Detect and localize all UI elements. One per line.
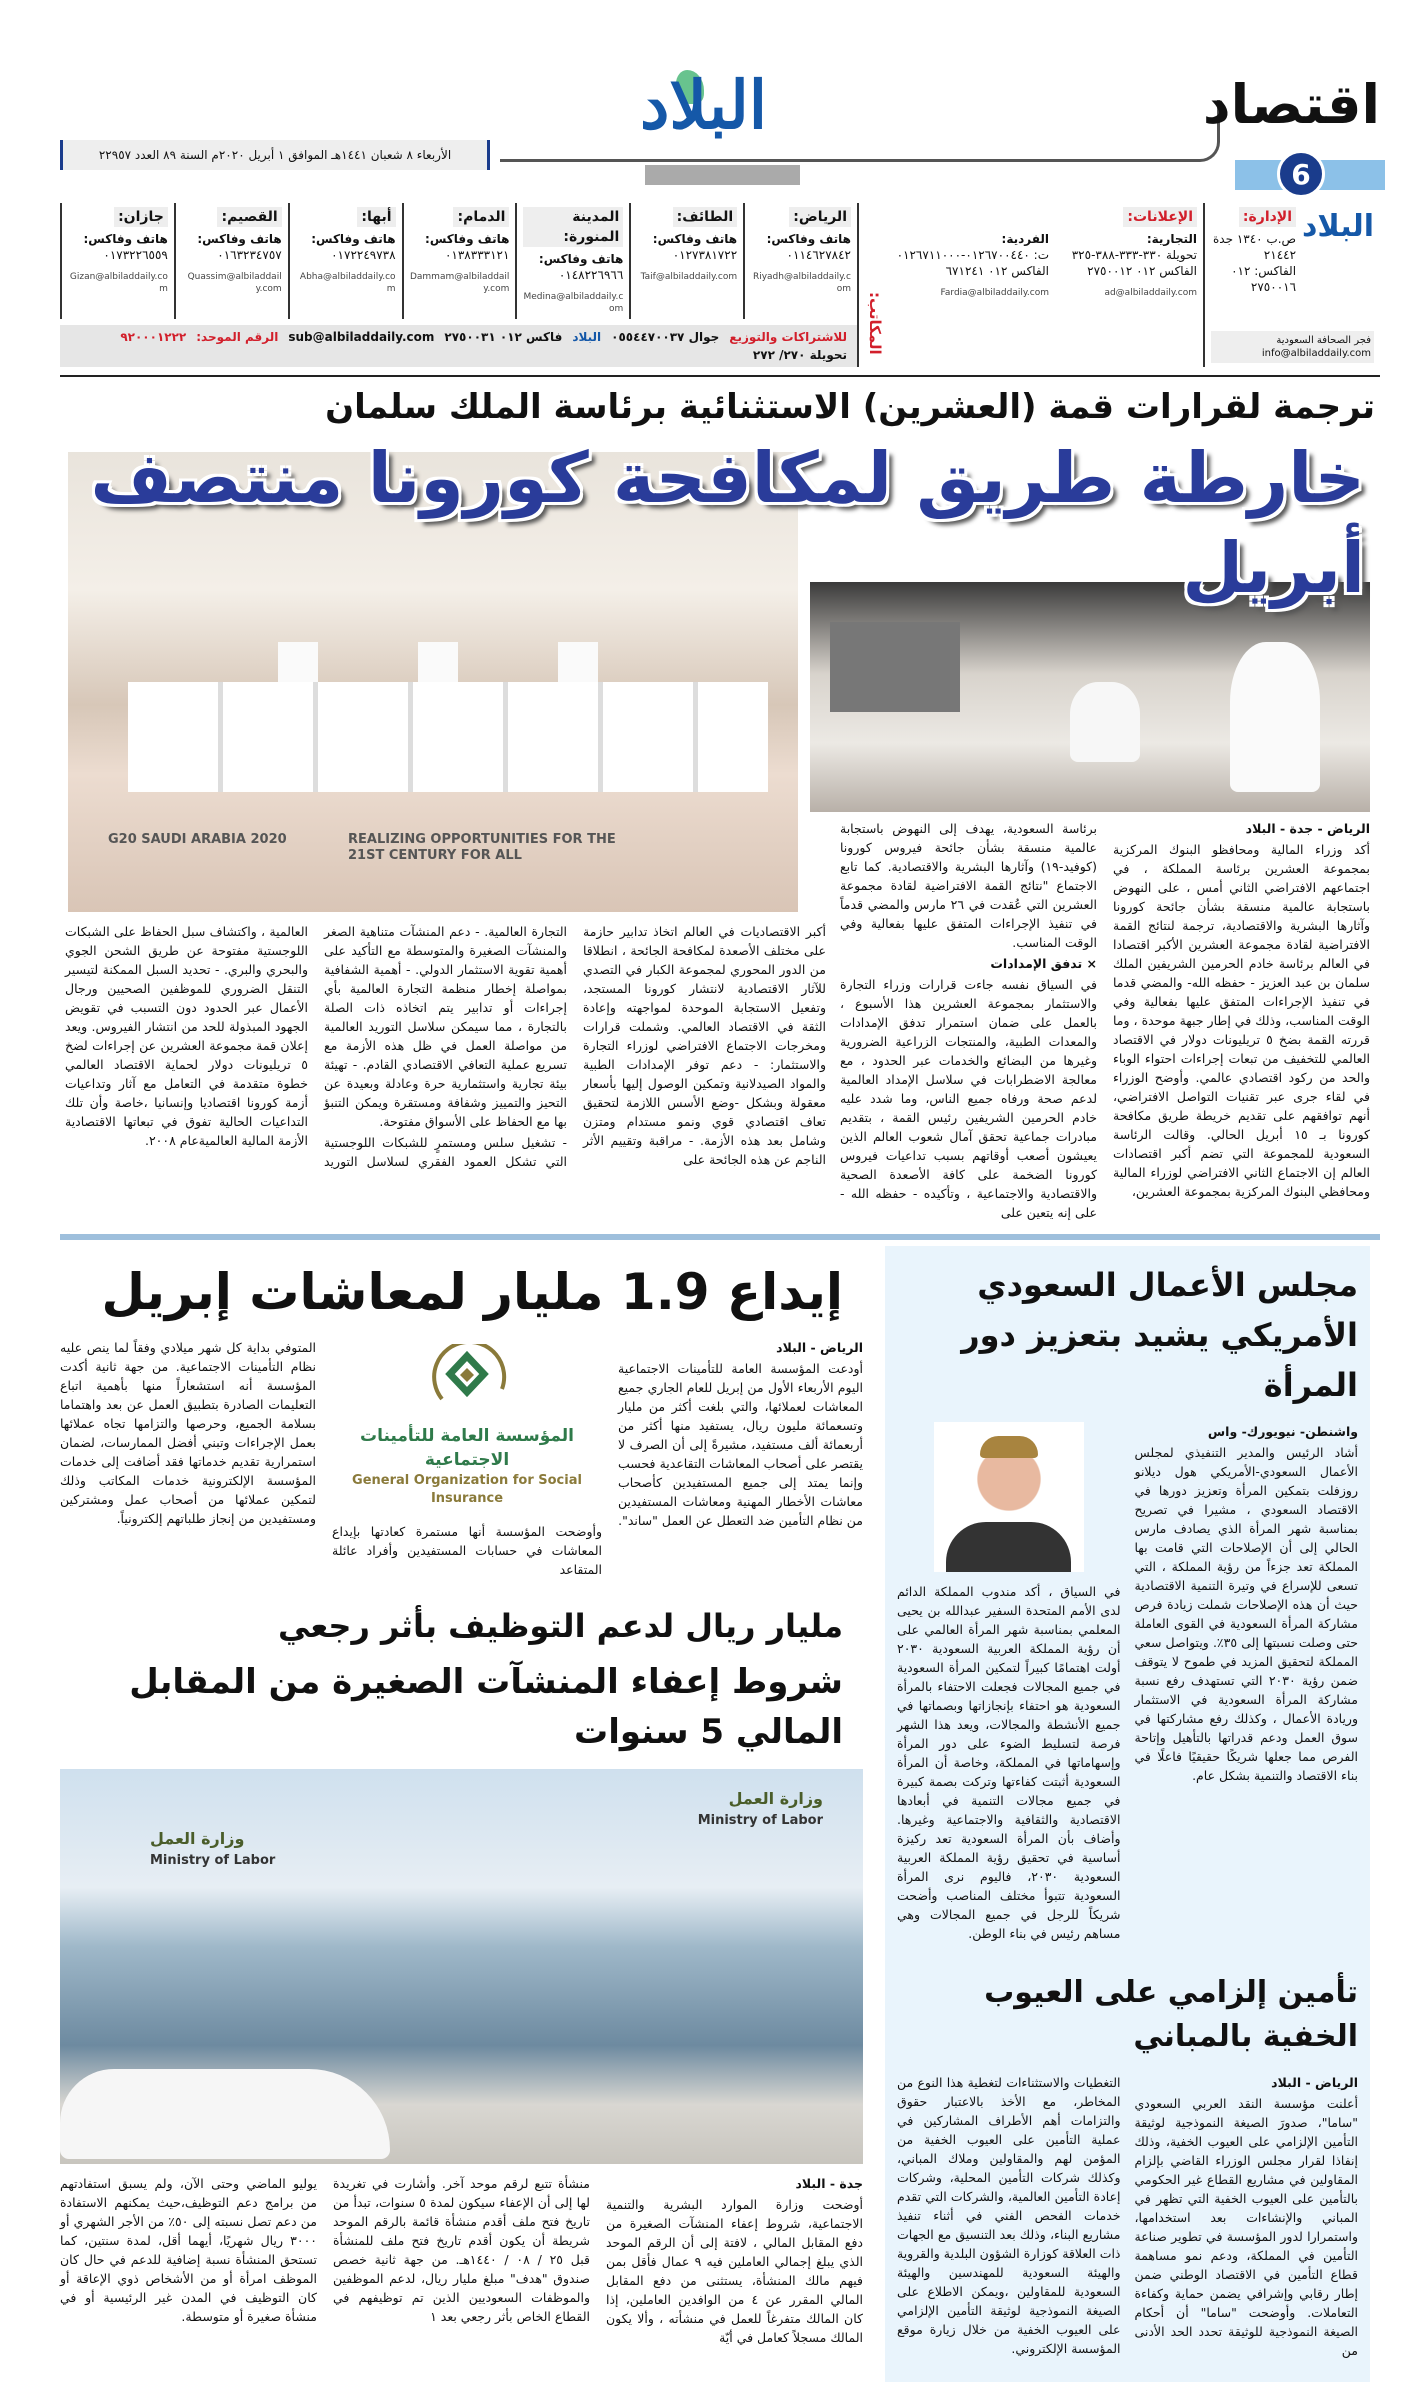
office-phone: ٠١٧٢٢٤٩٧٣٨ <box>331 248 396 262</box>
gosi-name-ar: المؤسسة العامة للتأمينات الاجتماعية <box>360 1426 574 1470</box>
office-contact <box>60 203 174 319</box>
admin-label: الإدارة: <box>1239 207 1296 227</box>
pensions-col-2 <box>332 1522 602 1579</box>
article-text: أوضحت وزارة الموارد البشرية والتنمية الاجتماعية، شروط إعفاء المنشآت الصغيرة من دفع المقابل المالي ، لافتة إلى أن الرقم الموحد الذي يبلغ إجمالي العاملين فيه ٩ عمال فأقل بمن فيهم مالك المنشأة، يستثنى من دفع المقابل المالي المقرر عن ٤ من الوافدين العاملين، إذا كان المالك متفرغاً للعمل في منشأته ، وألا يكون المالك مسجلاً كعامل في أيّة <box>606 2197 864 2345</box>
photo-caption-g20: G20 SAUDI ARABIA 2020 <box>108 832 287 847</box>
exemption-headline: شروط إعفاء المنشآت الصغيرة من المقابل المالي 5 سنوات <box>129 1662 843 1752</box>
left-stories <box>60 1246 863 2349</box>
office-phone-label: هاتف وفاكس: <box>311 232 396 246</box>
exemption-col-2 <box>333 2174 590 2328</box>
ministers-video-call-photo <box>810 582 1370 812</box>
article-text: في السياق ، أكد مندوب المملكة الدائم لدى الأمم المتحدة السفير عبدالله بن يحيى المعلمي بمناسبة شهر المرأة العالمي على أن رؤية المملكة العربية السعودية ٢٠٣٠ أولت اهتمامًا كبيراً لتمكين المرأة السعودية في جميع المجالات فجعلت الاحتفاء بالمرأة السعودية هو احتفاء بإنجازاتها وبصماتها في جميع الأنشطة والمجالات، ويعد هذا الشهر فرصة لتسليط الضوء على دور المرأة وإسهاماتها في المملكة، وخاصة أن المرأة السعودية أثبتت كفاءتها وتركت بصمة كبيرة في جميع مجالات التنمية في أبعادها الاقتصادية والثقافية والاجتماعية وغيرها. وأضاف بأن المرأة السعودية تعد ركيزة أساسية في تحقيق رؤية المملكة العربية السعودية ٢٠٣٠، فاليوم نرى المرأة السعودية تتبوأ مختلف المناصب وأضحت شريكاً للرجل في جميع المجالات وهي مساهم رئيس في بناء الوطن. <box>897 1584 1121 1941</box>
office-city: القصيم: <box>217 207 281 227</box>
pensions-col-1 <box>618 1338 863 1532</box>
offices-area <box>60 203 859 367</box>
office-email[interactable]: Dammam@albiladdaily.com <box>409 272 510 294</box>
subs-fax: فاكس ٠١٢ ٢٧٥٠٠٣١ <box>444 330 563 344</box>
lead-col-3 <box>583 922 826 1169</box>
article-text: منشأة تتبع لرقم موحد آخر. وأشارت في تغريدة لها إلى أن الإعفاء سيكون لمدة ٥ سنوات، تبدأ من تاريخ فتح ملف أقدم منشأة قائمة بالرقم الموحد شريطة أن يكون أقدم تاريخ فتح ملف للمنشأة قبل ٢٥ / ٠٨ / ١٤٤٠هـ. من جهة ثانية خصص صندوق "هدف" مبلغ مليار ريال، لدعم الموظفين والموظفات السعوديين الذين تم توظيفهم في القطاع الخاص بأثر رجعي بعد ١ <box>333 2176 590 2324</box>
admin-line: الفاكس: ٠١٢ ٢٧٥٠٠١٦ <box>1231 264 1297 294</box>
dateline: جدة - البلاد <box>795 2176 863 2191</box>
photo-sign-en: Ministry of Labor <box>150 1853 276 1868</box>
article-text: في السياق نفسه جاءت قرارات وزراء التجارة والاستثمار بمجموعة العشرين هذا الأسبوع ، بالعمل على ضمان استمرار تدفق الإمدادات والمعدات الطبية، والمنتجات الزراعية الضرورية وغيرها من البضائع والخدمات عبر الحدود ، مع معالجة الاضطرابات في سلاسل الإمداد العالمية لدعم صحة ورفاه جميع الناس، وما شدد عليه خادم الحرمين الشريفين رئيس القمة ، بتقديم مبادرات جماعية تحقق آمال شعوب العالم الذين يعيشون أصعب أوقاتهم بسبب تداعيات فيروس كورونا الضخمة على كافة الأصعدة الصحية والاقتصادية والاجتماعية ، وتأكيده - حفظه الله - على إنه يتعين على <box>840 977 1097 1220</box>
admin-email[interactable]: info@albiladdaily.com <box>1261 348 1371 359</box>
office-phone: ٠١٣٨٣٣٣١٢١ <box>444 248 510 262</box>
contact-strip <box>60 203 1380 377</box>
article-text: أشاد الرئيس والمدير التنفيذي لمجلس الأعمال السعودي-الأمريكي هول ديلانو روزفلت بتمكين المرأة وتعزيز دورها في الاقتصاد السعودي ، مشيرا في تصريح بمناسبة شهر المرأة الذي يصادف مارس الحالي إلى أن الإصلاحات التي قامت بها المملكة تعد جزءاً من رؤية المملكة ، التي تسعى للإسراع في وتيرة التنمية الاقتصادية حيث أن هذه الإصلاحات شملت زيادة فرص مشاركة المرأة السعودية في القوى العاملة حتى وصلت نسبتها إلى ٣٥٪. ويتواصل سعي المملكة لتحقيق المزيد في طموح لا يتوقف ضمن رؤية ٢٠٣٠ التي تستهدف رفع نسبة مشاركة المرأة السعودية في الاستثمار وريادة الأعمال ، وكذلك رفع مشاركتها في سوق العمل ودعم قدراتها بالتأهيل وإتاحة الفرص مما جعلها شريكًا حقيقيًا فاعلًا في بناء الاقتصاد والتنمية بشكل عام. <box>1134 1445 1358 1783</box>
admin-contact <box>1205 203 1380 367</box>
dateline: الرياض - جدة - البلاد <box>1245 821 1370 836</box>
office-contact <box>629 203 743 319</box>
women-col-1 <box>1135 1422 1359 1787</box>
office-phone-label: هاتف وفاكس: <box>766 232 851 246</box>
office-contact <box>174 203 288 319</box>
office-email[interactable]: Gizan@albiladdaily.com <box>69 272 168 294</box>
gosi-emblem-icon <box>422 1344 512 1414</box>
dateline: الرياض - البلاد <box>776 1340 863 1355</box>
office-phone: ٠١١٤٦٢٧٨٤٢ <box>786 248 851 262</box>
subs-brand: البلاد <box>572 330 602 344</box>
offices-label: المكاتب: <box>866 292 884 355</box>
header-divider <box>500 100 1220 162</box>
logo-underbar <box>645 165 800 185</box>
photo-banner-text: REALIZING OPPORTUNITIES FOR THE 21ST CENTURY FOR ALL <box>348 832 616 863</box>
masthead <box>0 0 1420 195</box>
office-email[interactable]: Riyadh@albiladdaily.com <box>752 272 851 294</box>
photo-sign-ar: وزارة العمل <box>728 1789 823 1808</box>
office-phone-label: هاتف وفاكس: <box>538 252 624 266</box>
unified-label: الرقم الموحد: <box>196 330 279 344</box>
roosevelt-portrait-photo <box>934 1422 1084 1572</box>
office-city: الطائف: <box>673 207 737 227</box>
article-text: التغطيات والاستثناءات لتغطية هذا النوع من المخاطر، مع الأخذ بالاعتبار حقوق والتزامات أهم الأطراف المشاركين في عملية التأمين على العيوب الخفية من المؤمن لهم والمقاولين وملاك المباني، وكذلك شركات التأمين المحلية، وشركات إعادة التأمين العالمية، والشركات التي تقدم خدمات الفحص الفني في أثناء تنفيذ مشاريع البناء، وذلك بعد التنسيق مع الجهات ذات العلاقة كوزارة الشؤون البلدية والقروية والهيئة السعودية للمهندسين والهيئة السعودية للمقاولين ،ويمكن الاطلاع على الصيغة النموذجية لوثيقة التأمين الإلزامي على العيوب الخفية من خلال زيارة موقع المؤسسة الإلكتروني. <box>897 2075 1121 2356</box>
newspaper-logo: البلاد <box>640 66 768 144</box>
ads-individual-label: الفردية: <box>1001 232 1049 246</box>
office-phone: ٠١٦٣٢٣٤٧٥٧ <box>217 248 282 262</box>
office-phone: ٠١٧٣٢٢٦٥٥٩ <box>103 248 168 262</box>
insurance-col-2 <box>897 2073 1121 2360</box>
gosi-name-en: General Organization for Social Insurance <box>352 1473 582 1506</box>
ads-line: تحويلة ٣٣٠-٣٣٣-٣٨٨-٣٢٥ <box>1071 248 1197 262</box>
issue-date: الأربعاء ٨ شعبان ١٤٤١هـ الموافق ١ أبريل ٢٠٢٠م السنة ٨٩ العدد ٢٢٩٥٧ <box>60 140 490 170</box>
article-text: التجارة العالمية. - دعم المنشآت متناهية الصغر والمنشآت الصغيرة والمتوسطة مع التأكيد على أهمية تقوية الاستثمار الدولي. - أهمية الشفافية بمواصلة إخطار منظمة التجارة العالمية بأي إجراءات أو تدابير يتم اتخاذه ذات الصلة بالتجارة ، مما سيمكن سلاسل التوريد العالمية من مواصلة العمل في ظل هذه الأزمة مع تسريع عملية التعافي الاقتصادي القادم. - تهيئة بيئة تجارية واستثمارية حرة وعادلة وبعيدة عن التحيز والتمييز وشفافة ومستقرة ويمكن التنبؤ بها مع الحفاظ على الأسواق مفتوحة. <box>324 924 567 1129</box>
article-text: أودعت المؤسسة العامة للتأمينات الاجتماعية اليوم الأربعاء الأول من إبريل للعام الجاري جميع المعاشات لعملائها، والتي بلغت أكثر من مليار وتسعمائة مليون ريال، يستفيد منها أكثر من أربعمائة ألف مستفيد، مشيرةً إلى أن الصرف لا يقتصر على أصحاب المعاشات التقاعدية فحسب وإنما يمتد إلى جميع المستفيدين كأصحاب معاشات الأخطار المهنية ومعاشات المستفيدين من نظام التأمين ضد التعطل عن العمل "ساند". <box>618 1361 863 1528</box>
office-email[interactable]: Abha@albiladdaily.com <box>299 272 396 294</box>
article-text: برئاسة السعودية، يهدف إلى النهوض باستجابة عالمية منسقة بشأن جائحة فيروس كورونا (كوفيد-١٩) وآثارها البشرية والاقتصادية. كما تابع الاجتماع "نتائج القمة الافتراضية لقادة مجموعة العشرين التي عُقدت في ٢٦ مارس والمضي قدماً في تنفيذ الإجراءات المتفق عليها بفعالية وفي الوقت المناسب. <box>840 821 1097 950</box>
dateline: الرياض - البلاد <box>1271 2075 1358 2090</box>
article-text: أكد وزراء المالية ومحافظو البنوك المركزية بمجموعة العشرين برئاسة المملكة ، في اجتماعهم الافتراضي الثاني أمس ، على النهوض باستجابة عالمية منسقة بشأن جائحة كورونا وآثارها البشرية والاقتصادية، ترجمة لنتائج القمة الافتراضية لقادة مجموعة العشرين الأكبر اقتصادا في العالم برئاسة خادم الحرمين الشريفين الملك سلمان بن عبد العزيز - حفظه الله- والمضي قدما في تنفيذ الإجراءات المتفق عليها بفعالية وفي الوقت المناسب، وذلك في إطار جبهة موحدة ، وما قررته القمة بضخ ٥ تريليونات دولار في الاقتصاد العالمي للتخفيف من تبعات إجراءات احتواء الوباء والحد من ركود اقتصادي عالمي. وأوضح الوزراء في لقاء جرى عبر تقنيات التواصل الافتراضي، أنهم توافقهم على تقديم خريطة طريق مكافحة كورونا بـ ١٥ أبريل الحالي. وقالت الرئاسة السعودية للمجموعة التي تضم أكبر اقتصادات العالم إن الاجتماع الثاني الافتراضي لوزراء المالية ومحافظي البنوك المركزية بمجموعة العشرين، <box>1113 842 1371 1199</box>
unified-ext: تحويلة ٢٧٠/ ٢٧٢ <box>752 348 847 362</box>
women-headline: مجلس الأعمال السعودي الأمريكي يشيد بتعزيز دور المرأة <box>961 1266 1358 1404</box>
office-email[interactable]: Taif@albiladdaily.com <box>640 272 738 282</box>
office-email[interactable]: Quassim@albiladdaily.com <box>187 272 282 294</box>
subhead: × تدفق الإمدادات <box>990 956 1097 971</box>
lead-kicker: ترجمة لقرارات قمة (العشرين) الاستثنائية برئاسة الملك سلمان <box>325 387 1375 427</box>
gosi-logo <box>332 1344 602 1508</box>
article-text: - تشغيل سلس ومستمرٍ للشبكات اللوجستية التي تشكل العمود الفقري لسلاسل التوريد العالمية ، واكتشاف سبل الحفاظ على الشبكات اللوجستية مفتوحة عن طريق الشحن الجوي والبحري والبري. - تحديد السبل الممكنة لتيسير التنقل الضروري للموظفين الصحيين ورجال الأعمال عبر الحدود دون التسبب في تقويض الجهود المبذولة للحد من انتشار الفيروس. ويعد إعلان قمة مجموعة العشرين عن إجراءات لضخ ٥ تريليونات دولار لحماية الاقتصاد العالمي خطوة متقدمة في التعامل مع آثار وتداعيات أزمة كورونا اقتصاديا وإنسانيا ،خاصة وأن تلك التداعيات الحالية تفوق في تبعاتها الاقتصادية الأزمة المالية العالميةعام ٢٠٠٨. <box>65 924 567 1169</box>
ads-line: الفاكس ٠١٢ ٢٧٥٠٠١٢ <box>1087 264 1197 278</box>
ads-line: ت: ٠١٢٦٧٠٠٤٤٠-٠١٢٦٧١١٠٠٠ <box>896 248 1049 262</box>
office-contact <box>515 203 629 319</box>
pensions-col-3 <box>60 1338 316 1530</box>
insurance-headline: تأمين إلزامي على العيوب الخفية بالمباني <box>984 1975 1358 2054</box>
office-phone-label: هاتف وفاكس: <box>197 232 282 246</box>
office-city: الدمام: <box>453 207 509 227</box>
subs-email[interactable]: sub@albiladdaily.com <box>288 330 435 344</box>
article-text: المتوفي بداية كل شهر ميلادي وفقاً لما ينص عليه نظام التأمينات الاجتماعية. من جهة ثانية أكدت المؤسسة أنه استشعاراً منها بأهمية اتباع التعليمات الصادرة بتطبيق العمل عن بعد واهتماما بسلامة الجميع، وحرصها والتزامها تجاه عملائها بعمل الإجراءات وتبني أفضل الممارسات، لضمان استمرارية تقديم خدماتها فقد أضافت إلى خدمات المؤسسة الإلكترونية خدمات المكاتب وذلك لتمكين عملائها من أصحاب عمل ومشتركين ومستفيدين من إنجاز طلباتهم إلكترونياً. <box>60 1340 316 1526</box>
ministry-of-labor-photo <box>60 1769 863 2164</box>
subs-label: للاشتراكات والتوزيع <box>729 330 847 344</box>
women-col-2 <box>897 1422 1121 1945</box>
lead-story-top <box>0 377 1420 917</box>
office-phone: ٠١٤٨٢٢٦٩٦٦ <box>558 268 624 282</box>
office-city: المدينة المنورة: <box>523 207 623 247</box>
lower-section <box>0 1246 1420 2402</box>
exemption-kicker: مليار ريال لدعم التوظيف بأثر رجعي <box>277 1607 843 1645</box>
admin-line: ص.ب ١٣٤٠ جدة ٢١٤٤٢ <box>1212 232 1297 262</box>
lead-left-columns <box>65 922 826 1171</box>
office-email[interactable]: Medina@albiladdaily.com <box>523 292 624 314</box>
page-number: 6 <box>1277 150 1325 198</box>
article-text: يوليو الماضي وحتى الآن، ولم يسبق استفادتهم من برامج دعم التوظيف،حيث يمكنهم الاستفادة من دعم تصل نسبته إلى ٥٠٪ من الأجر الشهري أو ٣٠٠٠ ريال شهريًا، أيهما أقل، لمدة سنتين، كما تستحق المنشأة نسبة إضافية للدعم في حال كان الموظف امرأة أو من الأشخاص ذوي الإعاقة أو كان التوظيف في المدن غير الرئيسية أو في منشأة صغيرة أو متوسطة. <box>60 2176 317 2324</box>
side-panel <box>885 1246 1370 2382</box>
logo-small: البلاد <box>1302 209 1374 244</box>
tagline: فجر الصحافة السعودية <box>1276 335 1371 346</box>
ads-line: الفاكس ٠١٢ ٦٧١٢٤١ <box>945 264 1049 278</box>
dateline: واشنطن- نيويورك- واس <box>1207 1424 1358 1439</box>
ads-label: الإعلانات: <box>1123 207 1197 227</box>
lead-col-4 <box>324 922 567 1131</box>
office-city: أبها: <box>357 207 395 227</box>
section-title: اقتصاد <box>1202 73 1380 136</box>
subscriptions-bar <box>60 325 857 367</box>
photo-sign-en: Ministry of Labor <box>697 1813 823 1828</box>
unified-number: ٩٢٠٠٠١٢٢٢ <box>120 330 187 344</box>
office-phone-label: هاتف وفاكس: <box>425 232 510 246</box>
exemption-col-3 <box>60 2174 317 2328</box>
office-contact <box>743 203 857 319</box>
office-phone: ٠١٢٧٣٨١٧٢٢ <box>672 248 738 262</box>
lead-headline: خارطة طريق لمكافحة كورونا منتصف أبريل <box>90 437 1365 609</box>
section-divider <box>60 1234 1380 1240</box>
article-text: أعلنت مؤسسة النقد العربي السعودي "ساما"، صدورَ الصيغة النموذجية لوثيقة التأمين الإلزامي على العيوب الخفية، وذلك إنفاذا لقرار مجلس الوزراء القاضي بإلزام المقاولين في مشاريع القطاع غير الحكومي بالتأمين على العيوب الخفية التي تظهر في المباني والإنشاءات بعد استخدامها، واستمرارا لدور المؤسسة في تطوير صناعة التأمين في المملكة، ودعم نمو مساهمة قطاع التأمين في الاقتصاد الوطني ضمن إطار رقابي وإشرافي يضمن حماية وكفاءة التعاملات. وأوضحت "ساما" أن أحكام الصيغة النموذجية للوثيقة تحدد الحد الأدنى من <box>1134 2096 1358 2358</box>
office-phone-label: هاتف وفاكس: <box>83 232 168 246</box>
pensions-headline: إيداع 1.9 مليار لمعاشات إبريل <box>101 1263 843 1321</box>
office-phone-label: هاتف وفاكس: <box>652 232 738 246</box>
ads-email[interactable]: ad@albiladdaily.com <box>1104 288 1197 298</box>
article-text: أكبر الاقتصاديات في العالم اتخاذ تدابير حازمة على مختلف الأصعدة لمكافحة الجائحة ، انطلاقا من الدور المحوري لمجموعة الكبار في التصدي للآثار الاقتصادية لانتشار كورونا المستجد، وتفعيل الاستجابة الموحدة لمواجهته وإعادة الثقة في الاقتصاد العالمي. وشملت قرارات ومخرجات الاجتماع الافتراضي لوزراء التجارة والاستثمار: - دعم توفر الإمدادات الطبية والمواد الصيدلانية وتمكين الوصول إليها بأسعار معقولة وبشكل -وضع الأسس اللازمة لتحقيق تعاف اقتصادي قوي ونمو مستدام ومتزن وشامل بعد هذه الأزمة. - مراقبة وتقييم الأثر الناجم عن هذه الجائحة على <box>583 924 826 1167</box>
office-city: جازان: <box>114 207 168 227</box>
ads-individual-contact <box>885 203 1055 367</box>
offices-list <box>60 203 857 319</box>
ads-commercial-label: التجارية: <box>1146 232 1197 246</box>
subs-mobile: جوال ٠٥٥٤٤٧٠٠٣٧ <box>611 330 720 344</box>
photo-sign-ar: وزارة العمل <box>150 1829 245 1848</box>
office-contact <box>288 203 402 319</box>
exemption-col-1 <box>606 2174 863 2349</box>
office-city: الرياض: <box>789 207 851 227</box>
ads-contact <box>1055 203 1205 367</box>
article-text: وأوضحت المؤسسة أنها مستمرة كعادتها بإيداع المعاشات في حسابات المستفيدين وأفراد عائلة المتقاعد <box>332 1524 602 1577</box>
insurance-col-1 <box>1135 2073 1359 2362</box>
pensions-middle <box>332 1338 602 1581</box>
office-contact <box>402 203 516 319</box>
ads-individual-email[interactable]: Fardia@albiladdaily.com <box>940 288 1049 298</box>
